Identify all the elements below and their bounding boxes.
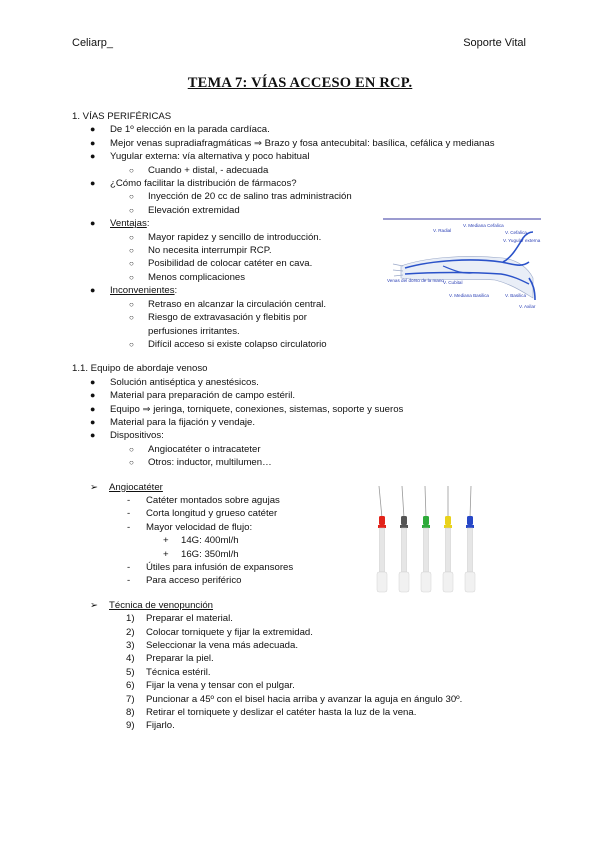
list-subitem: ○ Difícil acceso si existe colapso circulatorio (129, 338, 327, 350)
tecnica-heading: ➢ Técnica de venopunción (90, 599, 214, 611)
circle-bullet-icon: ○ (129, 232, 134, 242)
circle-bullet-icon: ○ (129, 313, 134, 323)
list-subitem: ○ Menos complicaciones (129, 271, 246, 283)
numbered-step: 1) Preparar el material. (126, 613, 233, 625)
circle-bullet-icon: ○ (129, 259, 134, 269)
circle-bullet-icon: ○ (129, 205, 134, 215)
numbered-step: 9) Fijarlo. (126, 720, 175, 732)
label-v-cefalica: V. Cefalica (505, 230, 527, 235)
list-item: ● De 1º elección en la parada cardíaca. (90, 124, 270, 136)
circle-bullet-icon: ○ (129, 444, 134, 454)
list-subitem: ○ Angiocatéter o intracateter (129, 443, 261, 455)
bullet-icon: ● (90, 178, 96, 189)
bullet-icon: ● (90, 151, 96, 162)
list-item: ● ¿Cómo facilitar la distribución de fármacos? (90, 178, 297, 190)
label-v-mediana-cefalica (463, 223, 504, 228)
list-subitem: ○ Mayor rapidez y sencillo de introducción. (129, 231, 322, 243)
list-subitem: ○ Riesgo de extravasación y flebitis por perfusiones irritantes. (129, 312, 307, 337)
list-item: ● Material para la fijación y vendaje. (90, 416, 256, 428)
list-item: - Catéter montados sobre agujas (127, 494, 280, 506)
angiocatheter-needle (443, 486, 453, 592)
arrow-right-icon: ➢ (90, 481, 99, 493)
label-v-cubital: V. Cubital (443, 280, 463, 285)
label-v-yugular: V. Yugular externa (503, 238, 541, 243)
label-v-radial: V. Radial (433, 228, 452, 233)
header-author: Celiarp_ (72, 37, 113, 49)
numbered-step: 5) Técnica estéril. (126, 666, 211, 678)
circle-bullet-icon: ○ (129, 165, 134, 175)
section-heading-equipo: 1.1. Equipo de abordaje venoso (72, 363, 208, 375)
bullet-icon: ● (90, 376, 96, 387)
bullet-icon: ● (90, 285, 96, 296)
list-subitem: ○ No necesita interrumpir RCP. (129, 245, 272, 257)
circle-bullet-icon: ○ (129, 458, 134, 468)
bullet-icon: ● (90, 137, 96, 148)
label-v-mediana-cefalica-text: V. Mediana Cefalica (463, 223, 504, 228)
label-v-axilar: V. Axilar (519, 304, 536, 309)
label-v-mediana-basilica: V. Mediana Basilica (449, 293, 489, 298)
numbered-step: 8) Retirar el torniquete y deslizar el catéter hasta la luz de la vena. (126, 707, 417, 719)
label-venas-dorso: Venas del dorso de la mano (387, 278, 444, 283)
list-item: - Mayor velocidad de flujo: (127, 521, 253, 533)
plus-icon: + (163, 548, 169, 560)
list-subitem: + 14G: 400ml/h (163, 535, 239, 547)
list-item: ● Mejor venas supradiafragmáticas ⇒ Brazo y fosa antecubital: basílica, cefálica y medianas (90, 137, 495, 149)
list-subitem: ○ Otros: inductor, multilumen… (129, 457, 272, 469)
numbered-step: 7) Puncionar a 45º con el bisel hacia arriba y avanzar la aguja en ángulo 30º. (126, 693, 463, 705)
circle-bullet-icon: ○ (129, 192, 134, 202)
angiocateter-heading: ➢ Angiocatéter (90, 481, 163, 493)
list-item: ● Solución antiséptica y anestésicos. (90, 376, 259, 388)
circle-bullet-icon: ○ (129, 246, 134, 256)
bullet-icon: ● (90, 416, 96, 427)
list-item: - Para acceso periférico (127, 575, 242, 587)
list-item-inconvenientes: ● Inconvenientes: (90, 285, 178, 297)
section-heading-vias-perifericas: 1. VÍAS PERIFÉRICAS (72, 111, 172, 122)
plus-icon: + (163, 535, 169, 547)
list-subitem: ○ Posibilidad de colocar catéter en cava. (129, 258, 313, 270)
bullet-icon: ● (90, 403, 96, 414)
dash-icon: - (127, 508, 131, 520)
numbered-step: 6) Fijar la vena y tensar con el pulgar. (126, 680, 295, 692)
bullet-icon: ● (90, 218, 96, 229)
angiocatheter-needle (399, 486, 409, 592)
list-subitem: ○ Inyección de 20 cc de salino tras administración (129, 191, 352, 203)
angiocatheter-needle (465, 486, 475, 592)
numbered-step: 3) Seleccionar la vena más adecuada. (126, 640, 298, 652)
bullet-icon: ● (90, 430, 96, 441)
section11-list (72, 376, 528, 470)
list-item: ● Yugular externa: vía alternativa y poco habitual (90, 151, 310, 163)
document-body (72, 110, 528, 733)
page-title: TEMA 7: VÍAS ACCESO EN RCP. (187, 75, 413, 91)
arrow-right-icon: ➢ (90, 599, 99, 611)
dash-icon: - (127, 562, 131, 573)
numbered-step: 2) Colocar torniquete y fijar la extremidad. (126, 626, 313, 638)
angiocatheter-needle (421, 486, 431, 592)
dash-icon: - (127, 521, 131, 533)
list-item: ● Material para preparación de campo estéril. (90, 390, 296, 402)
list-subitem: + 16G: 350ml/h (163, 548, 239, 560)
list-item: ● Equipo ⇒ jeringa, torniquete, conexiones, sistemas, soporte y sueros (90, 403, 404, 415)
circle-bullet-icon: ○ (129, 339, 134, 349)
angiocatheter-photo (370, 484, 488, 596)
header-subject: Soporte Vital (463, 37, 526, 49)
circle-bullet-icon: ○ (129, 272, 134, 282)
list-subitem: ○ Cuando + distal, - adecuada (129, 164, 269, 176)
dash-icon: - (127, 575, 131, 587)
numbered-step: 4) Preparar la piel. (126, 653, 214, 665)
list-item-ventajas: ● Ventajas: (90, 218, 150, 230)
label-v-basilica: V. Basilica (505, 293, 527, 298)
dash-icon: - (127, 494, 131, 506)
circle-bullet-icon: ○ (129, 299, 134, 309)
bullet-icon: ● (90, 390, 96, 401)
arm-veins-diagram (383, 218, 541, 314)
list-subitem: ○ Retraso en alcanzar la circulación central. (129, 298, 327, 310)
angiocatheter-needle (377, 486, 387, 592)
list-item: ● Dispositivos: (90, 430, 164, 442)
list-item: - Útiles para infusión de expansores (127, 562, 294, 573)
list-item: - Corta longitud y grueso catéter (127, 508, 278, 520)
bullet-icon: ● (90, 124, 96, 135)
list-subitem: ○ Elevación extremidad (129, 204, 240, 216)
